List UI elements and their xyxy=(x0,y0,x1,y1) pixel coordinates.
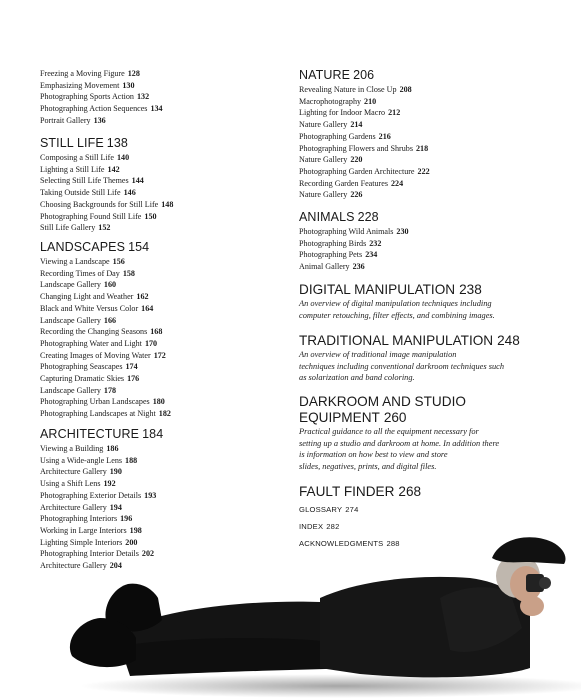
toc-entry xyxy=(40,408,171,420)
entry-title: Using a Wide-angle Lens xyxy=(40,455,123,465)
entry-page: 194 xyxy=(109,502,122,512)
entry-page: 210 xyxy=(364,96,377,106)
entry-title: Still Life Gallery xyxy=(40,223,96,233)
entry-title: Recording Times of Day xyxy=(40,268,120,278)
section-title: DIGITAL MANIPULATION xyxy=(299,282,456,297)
entry-page: 226 xyxy=(350,190,363,200)
entry-title: Animal Gallery xyxy=(299,262,350,272)
entry-page: 170 xyxy=(144,338,158,348)
entry-title: Changing Light and Weather xyxy=(40,292,134,302)
toc-entry xyxy=(40,222,173,234)
section-darkroom-equipment xyxy=(299,394,499,473)
section-page: 268 xyxy=(398,484,422,499)
section-title: STILL LIFE xyxy=(40,136,104,150)
section-title: TRADITIONAL MANIPULATION xyxy=(299,333,494,348)
section-page: 138 xyxy=(106,136,128,150)
section-traditional-manipulation xyxy=(299,333,520,384)
toc-entry xyxy=(299,143,430,155)
entry-page: 134 xyxy=(150,104,163,114)
entry-page: 140 xyxy=(116,153,130,162)
toc-entry xyxy=(40,175,173,187)
entry-page: 172 xyxy=(153,350,166,360)
section-landscapes xyxy=(40,240,171,420)
entry-page: 176 xyxy=(127,374,140,384)
entry-page: 132 xyxy=(136,92,150,102)
entry-title: Lighting for Indoor Macro xyxy=(299,108,386,118)
toc-entry xyxy=(40,103,163,115)
section-page: 282 xyxy=(326,522,340,531)
toc-entry xyxy=(299,189,430,201)
entry-title: Architecture Gallery xyxy=(40,467,107,477)
section-heading-line2 xyxy=(299,410,499,426)
section-heading xyxy=(299,68,430,83)
entry-title: Lighting a Still Life xyxy=(40,164,105,174)
entry-page: 216 xyxy=(378,131,391,141)
toc-entry xyxy=(40,478,163,490)
section-heading xyxy=(299,333,520,349)
floor-shadow xyxy=(80,674,581,698)
entry-title: Emphasizing Movement xyxy=(40,80,120,90)
entry-title: Photographing Birds xyxy=(299,238,367,248)
section-fault-finder xyxy=(299,484,421,500)
entry-page: 142 xyxy=(107,164,120,174)
toc-entry xyxy=(40,502,163,514)
toc-entry xyxy=(40,91,163,103)
entry-page: 136 xyxy=(93,115,106,125)
section-title: ACKNOWLEDGMENTS xyxy=(299,539,384,548)
toc-entry xyxy=(299,238,409,250)
entry-page: 182 xyxy=(158,409,171,419)
entry-title: Nature Gallery xyxy=(299,120,348,130)
toc-entry xyxy=(40,385,171,397)
entry-page: 198 xyxy=(129,525,142,535)
entry-title: Architecture Gallery xyxy=(40,502,107,512)
entry-page: 200 xyxy=(125,537,138,547)
entry-title: Photographing Water and Light xyxy=(40,338,142,348)
entry-title: Photographing Wild Animals xyxy=(299,227,394,236)
section-heading xyxy=(299,210,409,225)
entry-page: 146 xyxy=(123,188,136,198)
entry-title: Working in Large Interiors xyxy=(40,525,127,535)
camera-lens-icon xyxy=(539,577,551,589)
toc-entry xyxy=(40,466,163,478)
entry-list xyxy=(299,84,430,201)
entry-title: Photographing Pets xyxy=(299,250,363,260)
toc-entry xyxy=(40,268,171,280)
toc-entry xyxy=(40,256,171,268)
entry-title: Photographing Garden Architecture xyxy=(299,166,415,176)
entry-page: 148 xyxy=(161,199,174,209)
entry-title: Freezing a Moving Figure xyxy=(40,69,125,78)
entry-page: 144 xyxy=(131,176,144,186)
entry-title: Lighting Simple Interiors xyxy=(40,537,123,547)
entry-page: 236 xyxy=(352,262,365,272)
toc-entry xyxy=(40,152,173,164)
toc-entry xyxy=(40,164,173,176)
section-still-life xyxy=(40,136,173,234)
entry-page: 164 xyxy=(141,303,154,313)
section-description: An overview of traditional image manipulation techniques including conventional darkroom techniques such as solarization and band coloring. xyxy=(299,350,505,383)
entry-list xyxy=(40,152,173,234)
toc-entry xyxy=(299,119,430,131)
entry-page: 174 xyxy=(125,362,138,372)
entry-page: 222 xyxy=(417,166,430,176)
entry-title: Architecture Gallery xyxy=(40,561,107,571)
section-glossary xyxy=(299,505,359,515)
section-animals xyxy=(299,210,409,273)
section-page: 274 xyxy=(345,505,359,514)
toc-entry xyxy=(40,455,163,467)
entry-title: Viewing a Building xyxy=(40,444,104,453)
toc-entry xyxy=(299,154,430,166)
entry-title: Photographing Action Sequences xyxy=(40,104,148,114)
toc-entry xyxy=(40,361,171,373)
entry-title: Photographing Seascapes xyxy=(40,362,123,372)
entry-page: 158 xyxy=(122,268,135,278)
section-title: FAULT FINDER xyxy=(299,484,395,499)
entry-title: Black and White Versus Color xyxy=(40,303,139,313)
toc-entry xyxy=(40,303,171,315)
entry-title: Revealing Nature in Close Up xyxy=(299,85,397,94)
toc-entry xyxy=(299,96,430,108)
entry-title: Viewing a Landscape xyxy=(40,257,110,266)
entry-page: 186 xyxy=(106,444,119,453)
intro-entries xyxy=(40,68,163,127)
section-heading xyxy=(299,484,421,500)
toc-entry xyxy=(40,396,171,408)
section-heading xyxy=(40,136,173,151)
toc-entry xyxy=(40,490,163,502)
entry-page: 192 xyxy=(103,479,116,489)
entry-title: Taking Outside Still Life xyxy=(40,188,121,198)
entry-page: 190 xyxy=(109,467,122,477)
entry-title: Capturing Dramatic Skies xyxy=(40,374,125,384)
entry-page: 130 xyxy=(122,80,135,90)
section-title: ARCHITECTURE xyxy=(40,427,140,441)
entry-page: 214 xyxy=(350,120,363,130)
entry-page: 212 xyxy=(388,108,401,118)
entry-title: Macrophotography xyxy=(299,96,362,106)
entry-title: Photographing Gardens xyxy=(299,131,376,141)
entry-page: 204 xyxy=(109,561,122,571)
entry-page: 220 xyxy=(350,155,363,165)
entry-page: 180 xyxy=(152,397,165,407)
toc-entry xyxy=(299,261,409,273)
entry-list xyxy=(40,256,171,420)
section-heading xyxy=(40,427,163,442)
toc-entry xyxy=(40,115,163,127)
entry-page: 218 xyxy=(415,143,429,153)
section-nature xyxy=(299,68,430,201)
section-heading xyxy=(40,240,171,255)
entry-title: Composing a Still Life xyxy=(40,153,114,162)
section-page: 260 xyxy=(383,410,407,425)
section-title: ANIMALS xyxy=(299,210,355,224)
section-page: 184 xyxy=(142,427,164,441)
entry-title: Landscape Gallery xyxy=(40,315,101,325)
entry-page: 160 xyxy=(103,280,117,290)
toc-entry xyxy=(40,373,171,385)
section-heading xyxy=(299,282,495,298)
entry-title: Selecting Still Life Themes xyxy=(40,176,129,186)
entry-title: Choosing Backgrounds for Still Life xyxy=(40,199,159,209)
entry-page: 196 xyxy=(120,514,133,524)
entry-title: Recording Garden Features xyxy=(299,178,388,188)
toc-entry xyxy=(299,226,409,238)
entry-title: Recording the Changing Seasons xyxy=(40,327,148,337)
toc-entry xyxy=(40,68,163,80)
entry-page: 224 xyxy=(391,178,404,188)
toc-entry xyxy=(40,187,173,199)
section-page: 238 xyxy=(459,282,482,297)
section-title: INDEX xyxy=(299,522,324,531)
toc-entry xyxy=(40,291,171,303)
entry-title: Nature Gallery xyxy=(299,155,348,165)
section-page: 154 xyxy=(128,240,150,254)
entry-title: Landscape Gallery xyxy=(40,385,101,395)
toc-entry xyxy=(40,315,171,327)
entry-page: 178 xyxy=(103,385,117,395)
entry-title: Photographing Interiors xyxy=(40,514,118,524)
entry-list xyxy=(299,226,409,273)
section-title: NATURE xyxy=(299,68,351,82)
entry-page: 168 xyxy=(150,327,163,337)
cap-shape xyxy=(492,537,566,564)
entry-page: 188 xyxy=(125,455,138,465)
section-heading-line1: DARKROOM AND STUDIO xyxy=(299,394,466,409)
entry-title: Photographing Exterior Details xyxy=(40,490,142,500)
entry-title: Photographing Landscapes at Night xyxy=(40,409,156,419)
entry-page: 162 xyxy=(136,292,149,302)
toc-entry xyxy=(299,166,430,178)
section-page: 288 xyxy=(386,539,400,548)
entry-title: Photographing Urban Landscapes xyxy=(40,397,150,407)
entry-page: 193 xyxy=(144,490,157,500)
entry-page: 150 xyxy=(144,211,157,221)
toc-entry xyxy=(299,131,430,143)
toc-entry xyxy=(299,249,409,261)
entry-title: Creating Images of Moving Water xyxy=(40,350,151,360)
entry-page: 128 xyxy=(127,69,140,78)
entry-page: 232 xyxy=(369,238,382,248)
entry-title: Photographing Sports Action xyxy=(40,92,134,102)
toc-entry xyxy=(299,84,430,96)
section-page: 228 xyxy=(357,210,379,224)
toc-entry xyxy=(40,443,163,455)
toc-entry xyxy=(40,350,171,362)
toc-entry xyxy=(40,211,173,223)
entry-title: Nature Gallery xyxy=(299,190,348,200)
entry-page: 234 xyxy=(365,250,378,260)
entry-page: 202 xyxy=(141,549,155,559)
toc-entry xyxy=(40,279,171,291)
toc-entry xyxy=(40,513,163,525)
toc-entry xyxy=(40,326,171,338)
entry-page: 166 xyxy=(103,315,117,325)
toc-entry xyxy=(40,80,163,92)
section-page: 206 xyxy=(353,68,375,82)
entry-title: Landscape Gallery xyxy=(40,280,101,290)
entry-page: 208 xyxy=(399,85,412,94)
section-title: LANDSCAPES xyxy=(40,240,126,254)
entry-page: 156 xyxy=(112,257,125,266)
section-heading xyxy=(299,505,359,515)
section-description: Practical guidance to all the equipment necessary for setting up a studio and darkroom at home. In addition there is information on how best to view and store slides, negatives, prints, and digital files. xyxy=(299,427,500,472)
section-description: An overview of digital manipulation techniques including computer retouching, filter effects, and combining images. xyxy=(299,299,495,320)
entry-page: 230 xyxy=(396,227,409,236)
hands-shape xyxy=(520,596,544,616)
section-title: GLOSSARY xyxy=(299,505,343,514)
entry-title: Photographing Found Still Life xyxy=(40,211,142,221)
section-page: 248 xyxy=(497,333,520,348)
entry-title: Photographing Flowers and Shrubs xyxy=(299,143,413,153)
toc-entry xyxy=(40,338,171,350)
toc-entry xyxy=(40,199,173,211)
entry-title: Portrait Gallery xyxy=(40,115,91,125)
entry-title: Photographing Interior Details xyxy=(40,549,139,559)
entry-title: Using a Shift Lens xyxy=(40,479,101,489)
entry-page: 152 xyxy=(98,223,111,233)
section-title: EQUIPMENT xyxy=(299,410,380,425)
toc-entry xyxy=(299,178,430,190)
section-digital-manipulation xyxy=(299,282,495,321)
toc-entry xyxy=(299,107,430,119)
